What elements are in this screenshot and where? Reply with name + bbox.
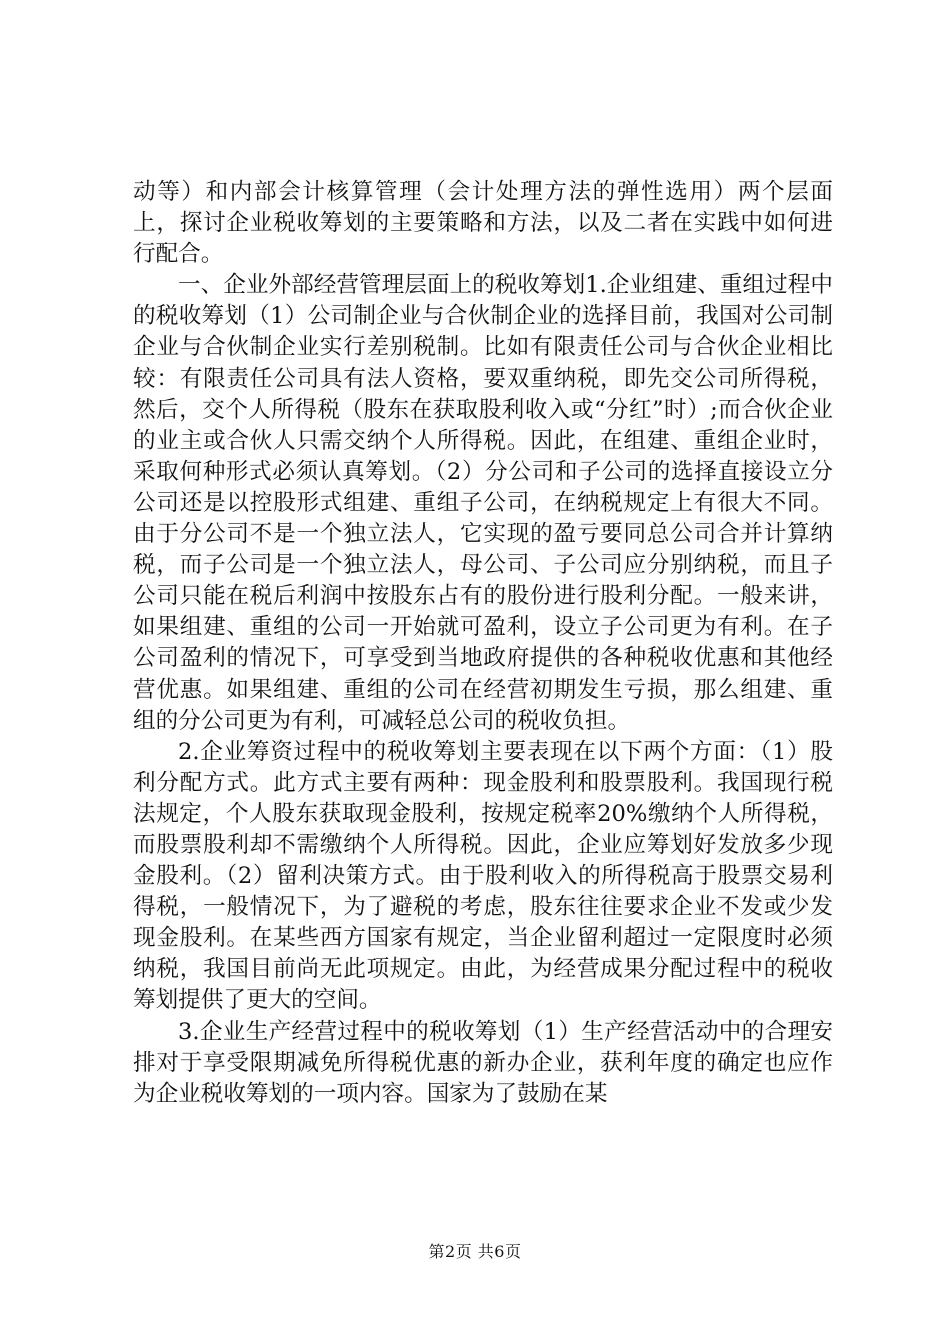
paragraph-2: 一、企业外部经营管理层面上的税收筹划1.企业组建、重组过程中的税收筹划（1）公司制企业与合伙制企业的选择目前，我国对公司制企业与合伙制企业实行差别税制。比如有限责任公司与合伙企业相比较：有限责任公司具有法人资格，要双重纳税，即先交公司所得税，然后，交个人所得税（股东在获取股利收入或“分红”时）;而合伙企业的业主或合伙人只需交纳个人所得税。因此，在组建、重组企业时，采取何种形式必须认真筹划。（2）分公司和子公司的选择直接设立分公司还是以控股形式组建、重组子公司，在纳税规定上有很大不同。由于分公司不是一个独立法人，它实现的盈亏要同总公司合并计算纳税，而子公司是一个独立法人，母公司、子公司应分别纳税，而且子公司只能在税后利润中按股东占有的股份进行股利分配。一般来讲，如果组建、重组的公司一开始就可盈利，设立子公司更为有利。在子公司盈利的情况下，可享受到当地政府提供的各种税收优惠和其他经营优惠。如果组建、重组的公司在经营初期发生亏损，那么组建、重组的分公司更为有利，可减轻总公司的税收负担。 [133, 272, 833, 734]
page-number-footer: 第2页 共6页 [428, 1242, 522, 1261]
document-body [133, 177, 833, 1110]
paragraph-3: 2.企业筹资过程中的税收筹划主要表现在以下两个方面：（1）股利分配方式。此方式主要有两种：现金股利和股票股利。我国现行税法规定，个人股东获取现金股利，按规定税率20%缴纳个人所得税，而股票股利却不需缴纳个人所得税。因此，企业应筹划好发放多少现金股利。（2）留利决策方式。由于股利收入的所得税高于股票交易利得税，一般情况下，为了避税的考虑，股东往往要求企业不发或少发现金股利。在某些西方国家有规定，当企业留利超过一定限度时必须纳税，我国目前尚无此项规定。由此，为经营成果分配过程中的税收筹划提供了更大的空间。 [133, 738, 833, 1014]
paragraph-4: 3.企业生产经营过程中的税收筹划（1）生产经营活动中的合理安排对于享受限期减免所得税优惠的新办企业，获利年度的确定也应作为企业税收筹划的一项内容。国家为了鼓励在某 [133, 1018, 833, 1107]
paragraph-1: 动等）和内部会计核算管理（会计处理方法的弹性选用）两个层面上，探讨企业税收筹划的主要策略和方法，以及二者在实践中如何进行配合。 [133, 179, 833, 268]
